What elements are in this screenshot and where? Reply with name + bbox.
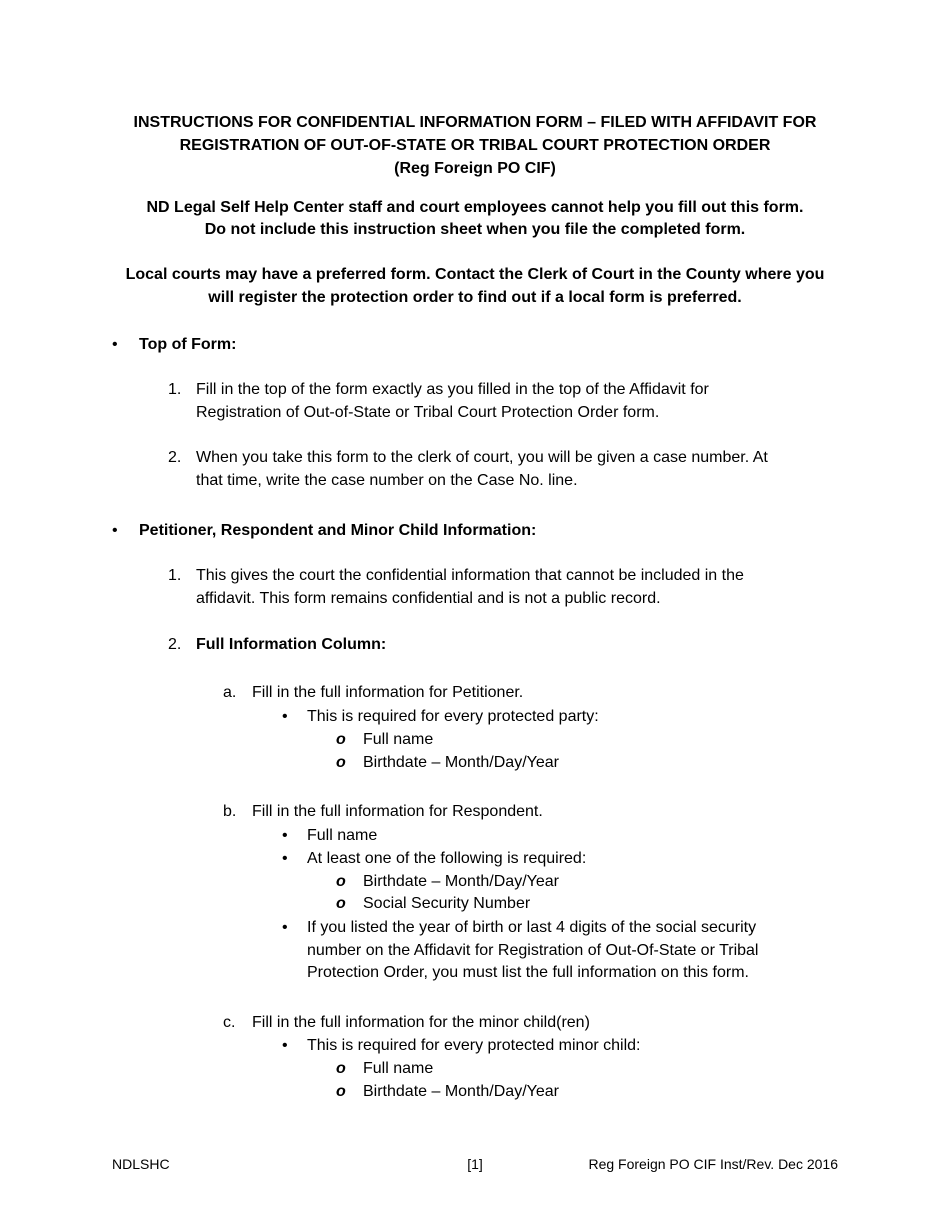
list-number: 1. <box>168 381 182 398</box>
sub-bullet-text: Birthdate – Month/Day/Year <box>363 1083 559 1100</box>
list-item-text: affidavit. This form remains confidential and is not a public record. <box>196 590 661 607</box>
footer-page-number: [1] <box>467 1156 483 1172</box>
list-item-text: This gives the court the confidential information that cannot be included in the <box>196 567 744 584</box>
bullet-icon: • <box>282 827 288 844</box>
list-letter: a. <box>223 684 237 701</box>
subsection-heading-full-info-column: Full Information Column: <box>196 636 387 653</box>
document-title-line-2: REGISTRATION OF OUT-OF-STATE OR TRIBAL COURT PROTECTION ORDER <box>179 137 771 154</box>
sub-bullet-icon: o <box>336 895 346 912</box>
bullet-text: If you listed the year of birth or last 4 digits of the social security <box>307 919 757 936</box>
bullet-icon: • <box>282 919 288 936</box>
section-heading-party-info: Petitioner, Respondent and Minor Child Information: <box>139 522 537 539</box>
list-number: 2. <box>168 636 182 653</box>
local-courts-line-1: Local courts may have a preferred form. Contact the Clerk of Court in the County where you <box>125 266 825 283</box>
sub-bullet-icon: o <box>336 731 346 748</box>
bullet-icon: • <box>112 522 118 539</box>
sub-bullet-icon: o <box>336 873 346 890</box>
bullet-text: Full name <box>307 827 378 844</box>
bullet-icon: • <box>282 708 288 725</box>
list-item-text: When you take this form to the clerk of court, you will be given a case number. At <box>196 449 768 466</box>
bullet-text: At least one of the following is required: <box>307 850 587 867</box>
list-letter: b. <box>223 803 237 820</box>
list-number: 1. <box>168 567 182 584</box>
sub-bullet-icon: o <box>336 1083 346 1100</box>
list-item-text: Fill in the full information for the minor child(ren) <box>252 1014 590 1031</box>
notice-line-2: Do not include this instruction sheet when you file the completed form. <box>204 221 746 238</box>
local-courts-line-2: will register the protection order to find out if a local form is preferred. <box>208 289 742 306</box>
list-item-text: Fill in the full information for Respondent. <box>252 803 543 820</box>
bullet-text: This is required for every protected party: <box>307 708 599 725</box>
sub-bullet-text: Birthdate – Month/Day/Year <box>363 873 559 890</box>
bullet-icon: • <box>282 850 288 867</box>
sub-bullet-icon: o <box>336 754 346 771</box>
bullet-text: number on the Affidavit for Registration of Out-Of-State or Tribal <box>307 942 759 959</box>
footer-right: Reg Foreign PO CIF Inst/Rev. Dec 2016 <box>588 1156 838 1172</box>
list-item-text: Registration of Out-of-State or Tribal Court Protection Order form. <box>196 404 660 421</box>
sub-bullet-text: Full name <box>363 731 434 748</box>
sub-bullet-text: Full name <box>363 1060 434 1077</box>
notice-line-1: ND Legal Self Help Center staff and court employees cannot help you fill out this form. <box>146 199 804 216</box>
list-number: 2. <box>168 449 182 466</box>
bullet-icon: • <box>282 1037 288 1054</box>
document-title-line-1: INSTRUCTIONS FOR CONFIDENTIAL INFORMATION FORM – FILED WITH AFFIDAVIT FOR <box>133 114 817 131</box>
list-letter: c. <box>223 1014 236 1031</box>
bullet-text: Protection Order, you must list the full information on this form. <box>307 964 749 981</box>
list-item-text: Fill in the top of the form exactly as you filled in the top of the Affidavit for <box>196 381 709 398</box>
section-heading-top-of-form: Top of Form: <box>139 336 237 353</box>
list-item-text: Fill in the full information for Petitioner. <box>252 684 524 701</box>
bullet-text: This is required for every protected minor child: <box>307 1037 641 1054</box>
document-title-line-3: (Reg Foreign PO CIF) <box>394 160 556 177</box>
sub-bullet-text: Social Security Number <box>363 895 531 912</box>
sub-bullet-icon: o <box>336 1060 346 1077</box>
list-item-text: that time, write the case number on the Case No. line. <box>196 472 578 489</box>
footer-left: NDLSHC <box>112 1156 170 1172</box>
sub-bullet-text: Birthdate – Month/Day/Year <box>363 754 559 771</box>
bullet-icon: • <box>112 336 118 353</box>
